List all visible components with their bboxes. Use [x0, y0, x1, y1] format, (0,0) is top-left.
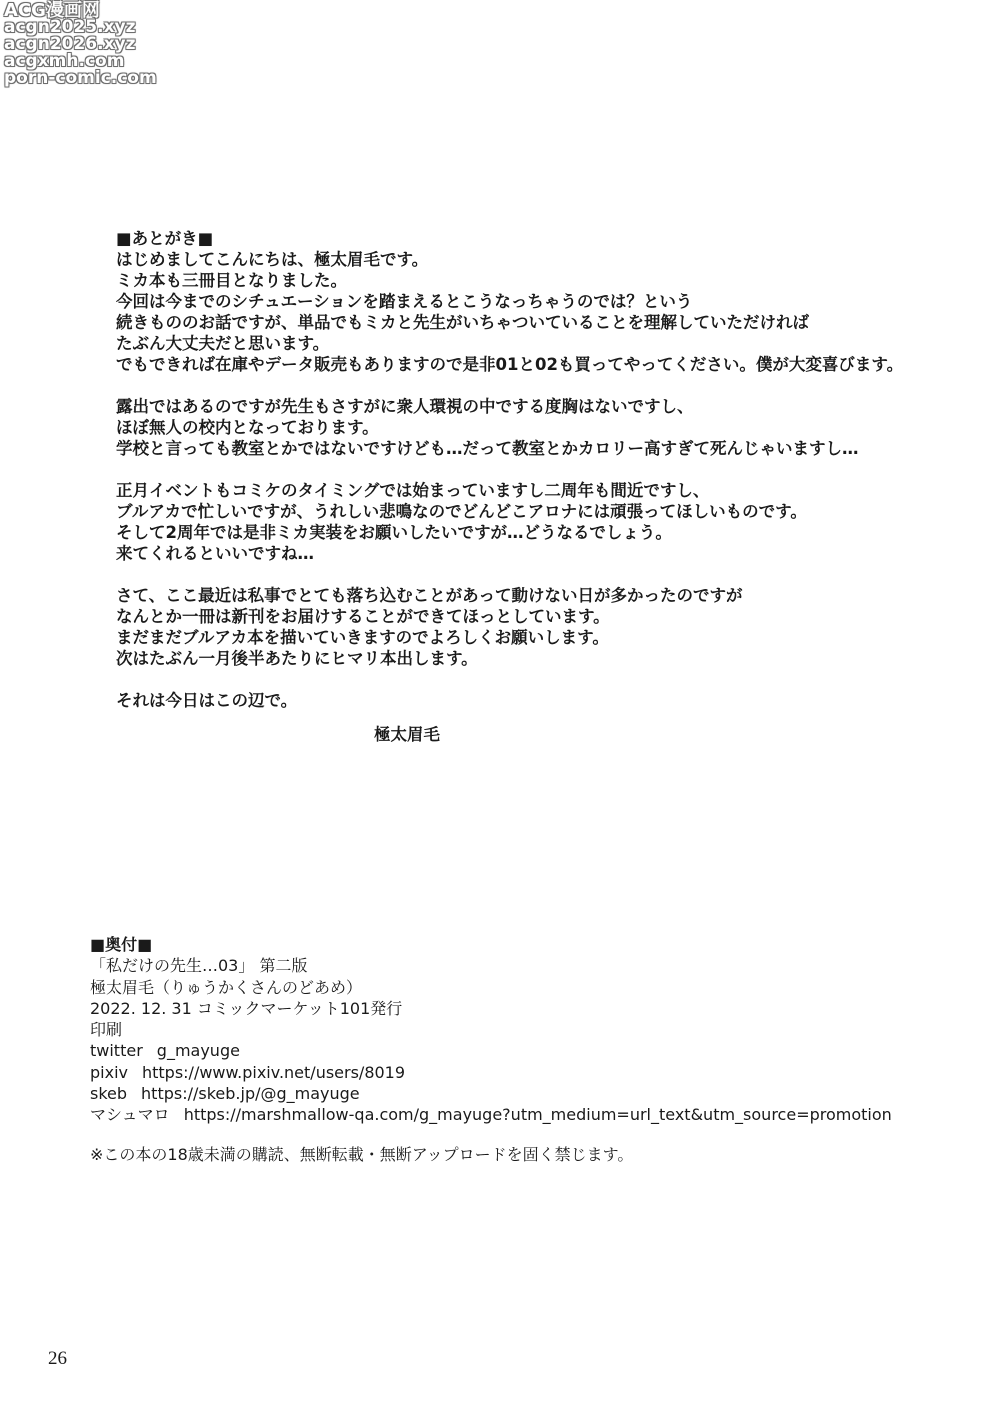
printer-label: 印刷	[90, 1020, 123, 1040]
afterword-line: まだまだブルアカ本を描いていきますのでよろしくお願いします。	[116, 628, 609, 647]
link-value: g_mayuge	[156, 1041, 240, 1061]
age-notice: ※この本の18歳未満の購読、無断転載・無断アップロードを固く禁じます。	[90, 1144, 634, 1164]
watermark-line: porn-comic.com	[4, 68, 157, 88]
afterword-heading: ■あとがき■	[116, 229, 214, 248]
afterword-line: たぶん大丈夫だと思います。	[116, 334, 330, 353]
paragraph-gap	[116, 669, 976, 690]
afterword-line: 今回は今までのシチュエーションを踏まえるとこうなっちゃうのでは？という	[116, 292, 693, 311]
paragraph-gap	[116, 564, 976, 585]
afterword-line: はじめましてこんにちは、極太眉毛です。	[116, 250, 429, 269]
book-title: 「私だけの先生…03」 第二版	[90, 956, 308, 976]
link-marshmallow	[90, 1104, 970, 1125]
link-skeb	[90, 1083, 970, 1104]
link-label: twitter	[90, 1041, 143, 1061]
afterword-line: さて、ここ最近は私事でとても落ち込むことがあって動けない日が多かったのですが	[116, 586, 743, 605]
afterword-line: 学校と言っても教室とかではないですけども…だって教室とかカロリー高すぎて死んじゃいますし…	[116, 439, 859, 458]
link-pixiv	[90, 1062, 970, 1083]
link-value: https://www.pixiv.net/users/8019	[141, 1062, 406, 1082]
watermark-line: acgn2026.xyz	[4, 34, 136, 54]
afterword-line: 次はたぶん一月後半あたりにヒマリ本出します。	[116, 649, 478, 668]
afterword-line: そして2周年では是非ミカ実装をお願いしたいですが…どうなるでしょう。	[116, 523, 672, 542]
author-signature: 極太眉毛	[374, 725, 440, 744]
watermark-line: ACG漫画网	[4, 0, 100, 21]
afterword-line: ブルアカで忙しいですが、うれしい悲鳴なのでどんどこアロナには頑張ってほしいものです。	[116, 502, 807, 521]
link-label: skeb	[90, 1084, 128, 1104]
afterword-line: 正月イベントもコミケのタイミングでは始まっていますし二周年も間近ですし、	[116, 481, 710, 500]
link-value: https://skeb.jp/@g_mayuge	[141, 1084, 360, 1104]
author-name: 極太眉毛（りゅうかくさんのどあめ）	[90, 977, 363, 997]
link-label: マシュマロ	[90, 1105, 170, 1125]
colophon-section	[90, 934, 970, 1165]
afterword-line: 来てくれるといいですね…	[116, 544, 314, 563]
link-twitter	[90, 1040, 970, 1061]
afterword-line: 露出ではあるのですが先生もさすがに衆人環視の中でする度胸はないですし、	[116, 397, 694, 416]
afterword-line: でもできれば在庫やデータ販売もありますので是非01と02も買ってやってください。僕が大変喜びます。	[116, 355, 904, 374]
colophon-heading: ■奥付■	[90, 935, 153, 954]
site-watermark	[4, 2, 157, 87]
afterword-section	[116, 228, 976, 745]
afterword-line: ミカ本も三冊目となりました。	[116, 271, 347, 290]
link-label: pixiv	[90, 1062, 128, 1082]
link-value: https://marshmallow-qa.com/g_mayuge?utm_medium=url_text&utm_source=promotion	[183, 1105, 892, 1125]
publish-date: 2022. 12. 31 コミックマーケット101発行	[90, 998, 403, 1018]
paragraph-gap	[116, 459, 976, 480]
afterword-line: それは今日はこの辺で。	[116, 691, 298, 710]
afterword-line: ほぼ無人の校内となっております。	[116, 418, 379, 437]
afterword-line: なんとか一冊は新刊をお届けすることができてほっとしています。	[116, 607, 610, 626]
paragraph-gap	[116, 375, 976, 396]
afterword-line: 続きもののお話ですが、単品でもミカと先生がいちゃついていることを理解していただければ	[116, 313, 809, 332]
watermark-line: acgxmh.com	[4, 51, 125, 71]
page-number: 26	[48, 1348, 67, 1369]
watermark-line: acgn2025.xyz	[4, 17, 136, 37]
